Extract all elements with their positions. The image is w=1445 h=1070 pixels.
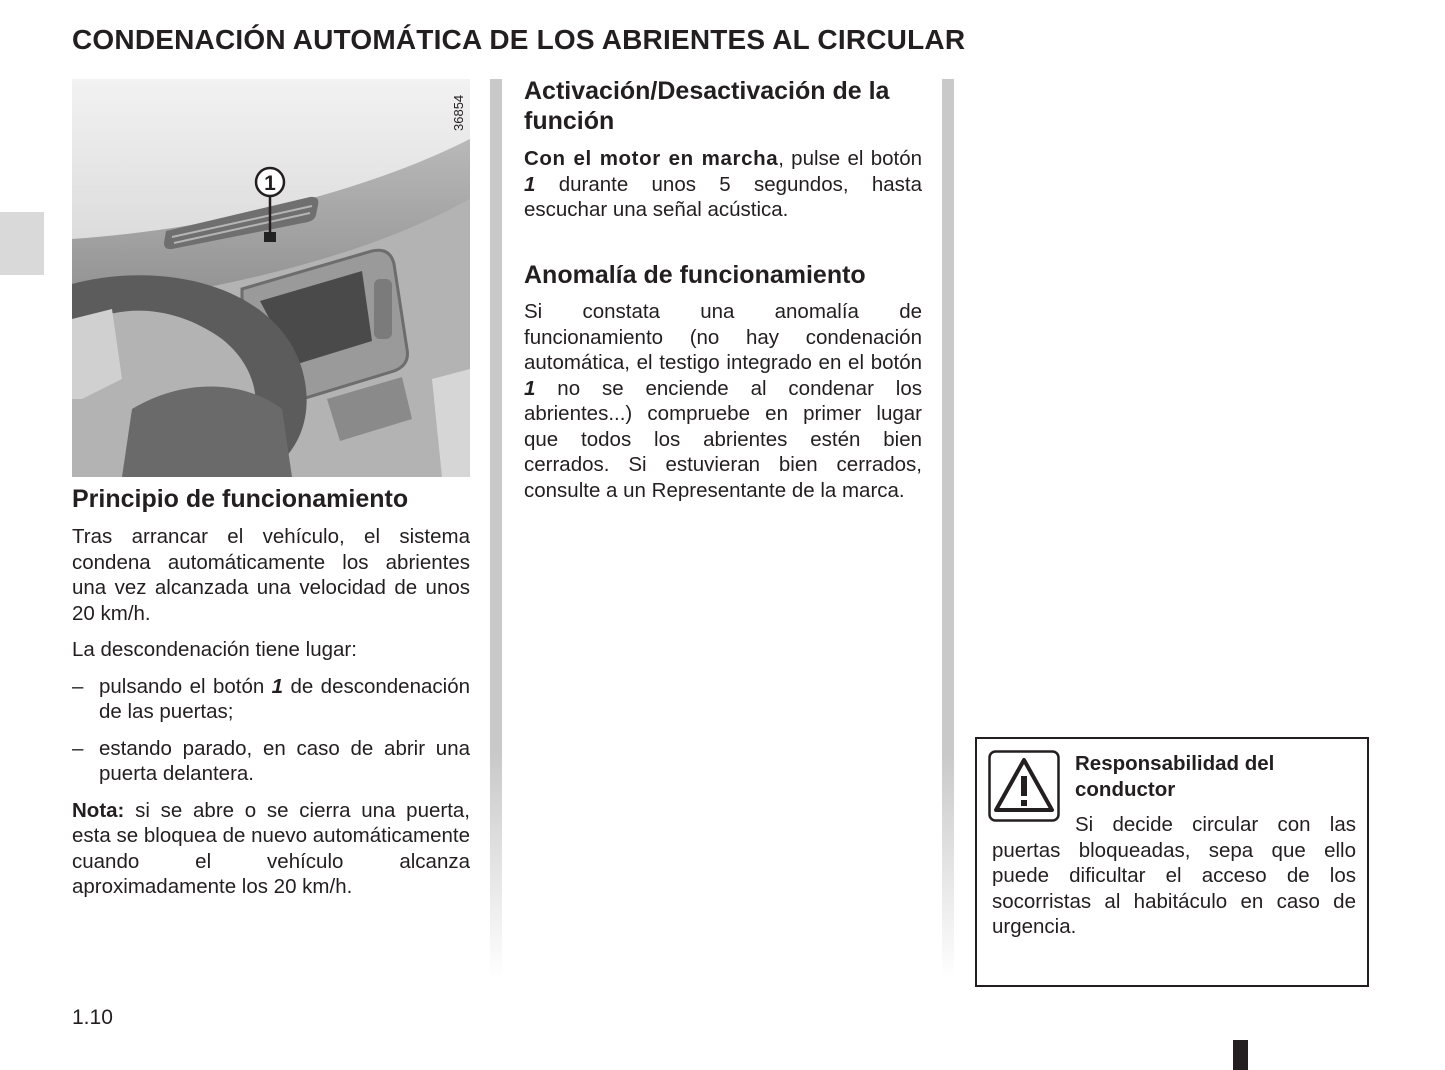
- dashboard-photo: [72, 79, 470, 477]
- principle-paragraph-1: Tras arrancar el vehículo, el sistema condena automáticamente los abrientes una vez alcanzada una velocidad de unos 20 km/h.: [72, 525, 470, 625]
- warning-title: Responsabilidad del conductor: [1075, 752, 1275, 801]
- warning-text: Si decide circular con las puertas bloqueadas, sepa que ello puede dificultar el acceso de los socorristas al habitáculo en caso de urgencia.: [992, 813, 1356, 938]
- anomaly-heading: Anomalía de funcionamiento: [524, 261, 866, 289]
- page-number: 1.10: [72, 1006, 113, 1029]
- side-buttons: [374, 279, 392, 339]
- figure-reference-number: 36854: [451, 94, 466, 131]
- activation-paragraph: Con el motor en marcha, pulse el botón 1 durante unos 5 segundos, hasta escuchar una señal acústica.: [524, 147, 923, 221]
- callout-number: 1: [264, 172, 276, 195]
- column-divider-left: [490, 79, 502, 979]
- list-item: – pulsando el botón 1 de descondenación de las puertas;: [72, 674, 470, 723]
- note-paragraph: Nota: si se abre o se cierra una puerta, esta se bloquea de nuevo automáticamente cuando el vehículo alcanza aproximadamente los 20 km/h.: [72, 798, 470, 898]
- activation-heading: Activación/Desactivación de la función: [524, 77, 890, 135]
- list-item: – estando parado, en caso de abrir una puerta delantera.: [72, 736, 470, 785]
- page-title: CONDENACIÓN AUTOMÁTICA DE LOS ABRIENTES AL CIRCULAR: [72, 24, 966, 55]
- note-label: Nota:: [72, 798, 125, 822]
- section-tab-marker: [0, 212, 44, 275]
- principle-paragraph-2: La descondenación tiene lugar:: [72, 638, 357, 661]
- anomaly-paragraph: Si constata una anomalía de funcionamiento (no hay condenación automática, el testigo integrado en el botón 1 no se enciende al condenar los abrientes...) compruebe en primer lugar que todos los abrientes estén bien cerrados. Si estuvieran bien cerrados, consulte a un Representante de la marca.: [524, 300, 922, 502]
- principle-heading: Principio de funcionamiento: [72, 485, 409, 513]
- dashboard-illustration: [72, 79, 470, 477]
- page-corner-mark: [1233, 1040, 1248, 1070]
- principle-section: [72, 524, 470, 900]
- column-divider-right: [942, 79, 954, 979]
